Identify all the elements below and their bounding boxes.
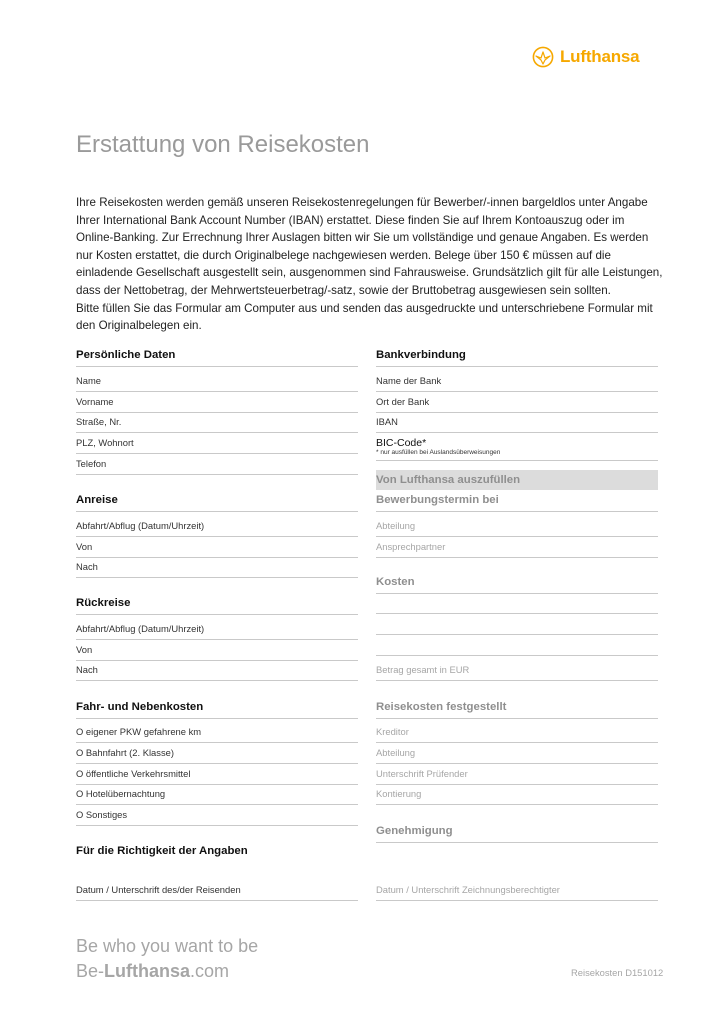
costs-heading: Kosten (376, 576, 658, 594)
page-title: Erstattung von Reisekosten (76, 131, 370, 158)
personal-data-heading: Persönliche Daten (76, 349, 358, 367)
arrival-to-field[interactable]: Nach (76, 561, 358, 578)
correctness-heading: Für die Richtigkeit der Angaben (76, 845, 248, 857)
cost-line[interactable] (376, 613, 658, 614)
slogan-url-prefix: Be- (76, 961, 105, 981)
car-km-field[interactable]: O eigener PKW gefahrene km (76, 726, 358, 743)
street-field[interactable]: Straße, Nr. (76, 416, 358, 433)
intro-line: Ihre Reisekosten werden gemäß unseren Reisekostenregelungen für Bewerber/-innen bargeldlos unter Angabe (76, 196, 648, 209)
department-field[interactable]: Abteilung (376, 520, 658, 537)
bic-note: * nur ausfüllen bei Auslandsüberweisungen (376, 449, 501, 456)
hotel-field[interactable]: O Hotelübernachtung (76, 788, 358, 805)
return-to-field[interactable]: Nach (76, 664, 358, 681)
approval-heading: Genehmigung (376, 825, 658, 843)
intro-text (76, 194, 666, 335)
authorized-signature-field[interactable]: Datum / Unterschrift Zeichnungsberechtigter (376, 884, 658, 901)
public-transport-field[interactable]: O öffentliche Verkehrsmittel (76, 768, 358, 785)
return-heading: Rückreise (76, 597, 358, 615)
auditor-signature-field[interactable]: Unterschrift Prüfender (376, 768, 658, 785)
account-assignment-field[interactable]: Kontierung (376, 788, 658, 805)
cost-line[interactable] (376, 634, 658, 635)
first-name-field[interactable]: Vorname (76, 396, 358, 413)
slogan-url (76, 961, 229, 982)
other-costs-field[interactable]: O Sonstiges (76, 809, 358, 826)
return-departure-field[interactable]: Abfahrt/Abflug (Datum/Uhrzeit) (76, 623, 358, 640)
verified-department-field[interactable]: Abteilung (376, 747, 658, 764)
cost-line[interactable] (376, 655, 658, 656)
travel-costs-heading: Fahr- und Nebenkosten (76, 701, 358, 719)
slogan-url-suffix: .com (190, 961, 230, 981)
phone-field[interactable]: Telefon (76, 458, 358, 475)
bank-name-field[interactable]: Name der Bank (376, 375, 658, 392)
creditor-field[interactable]: Kreditor (376, 726, 658, 743)
bank-city-field[interactable]: Ort der Bank (376, 396, 658, 413)
train-field[interactable]: O Bahnfahrt (2. Klasse) (76, 747, 358, 764)
intro-line: Bitte füllen Sie das Formular am Computer aus und senden das ausgedruckte und unterschriebene Formular mit (76, 301, 653, 315)
intro-line: einladende Gesellschaft ausgestellt sein, ausgenommen sind Fahrausweise. Grundsätzlich gilt für alle Leistungen, (76, 266, 663, 280)
bank-heading: Bankverbindung (376, 349, 658, 367)
return-from-field[interactable]: Von (76, 644, 358, 661)
bic-label: BIC-Code* (376, 437, 427, 449)
bic-field[interactable] (376, 437, 658, 461)
lufthansa-only-band: Von Lufthansa auszufüllen (376, 470, 658, 490)
brand-name: Lufthansa (560, 47, 640, 66)
intro-line: Ihrer International Bank Account Number (IBAN) erstattet. Diese finden Sie auf Ihrem Kontoauszug oder im (76, 213, 625, 227)
arrival-heading: Anreise (76, 494, 358, 512)
slogan-line-1: Be who you want to be (76, 936, 259, 956)
intro-line: nur Kosten erstattet, die durch Originalbelege nachgewiesen werden. Belege über 150 € müssen auf die (76, 248, 611, 262)
total-amount-field[interactable]: Betrag gesamt in EUR (376, 664, 658, 681)
intro-line: den Originalbelegen ein. (76, 319, 202, 333)
arrival-departure-field[interactable]: Abfahrt/Abflug (Datum/Uhrzeit) (76, 520, 358, 537)
form-code: Reisekosten D151012 (571, 967, 664, 978)
iban-field[interactable]: IBAN (376, 416, 658, 433)
crane-icon (532, 46, 554, 68)
name-field[interactable]: Name (76, 375, 358, 392)
zip-city-field[interactable]: PLZ, Wohnort (76, 437, 358, 454)
costs-verified-heading: Reisekosten festgestellt (376, 701, 658, 719)
traveler-signature-field[interactable]: Datum / Unterschrift des/der Reisenden (76, 884, 358, 901)
intro-line: Online-Banking. Zur Errechnung Ihrer Auslagen bitten wir Sie um vollständige und genaue Angaben. Es werden (76, 231, 649, 245)
slogan-url-brand: Lufthansa (104, 961, 191, 981)
contact-person-field[interactable]: Ansprechpartner (376, 541, 658, 558)
arrival-from-field[interactable]: Von (76, 541, 358, 558)
intro-line: dass der Nettobetrag, der Mehrwertsteuerbetrag/-satz, sowie der Bruttobetrag ausgewiesen sein sollten. (76, 283, 611, 297)
lufthansa-logo (532, 46, 639, 68)
interview-heading: Bewerbungstermin bei (376, 494, 658, 512)
